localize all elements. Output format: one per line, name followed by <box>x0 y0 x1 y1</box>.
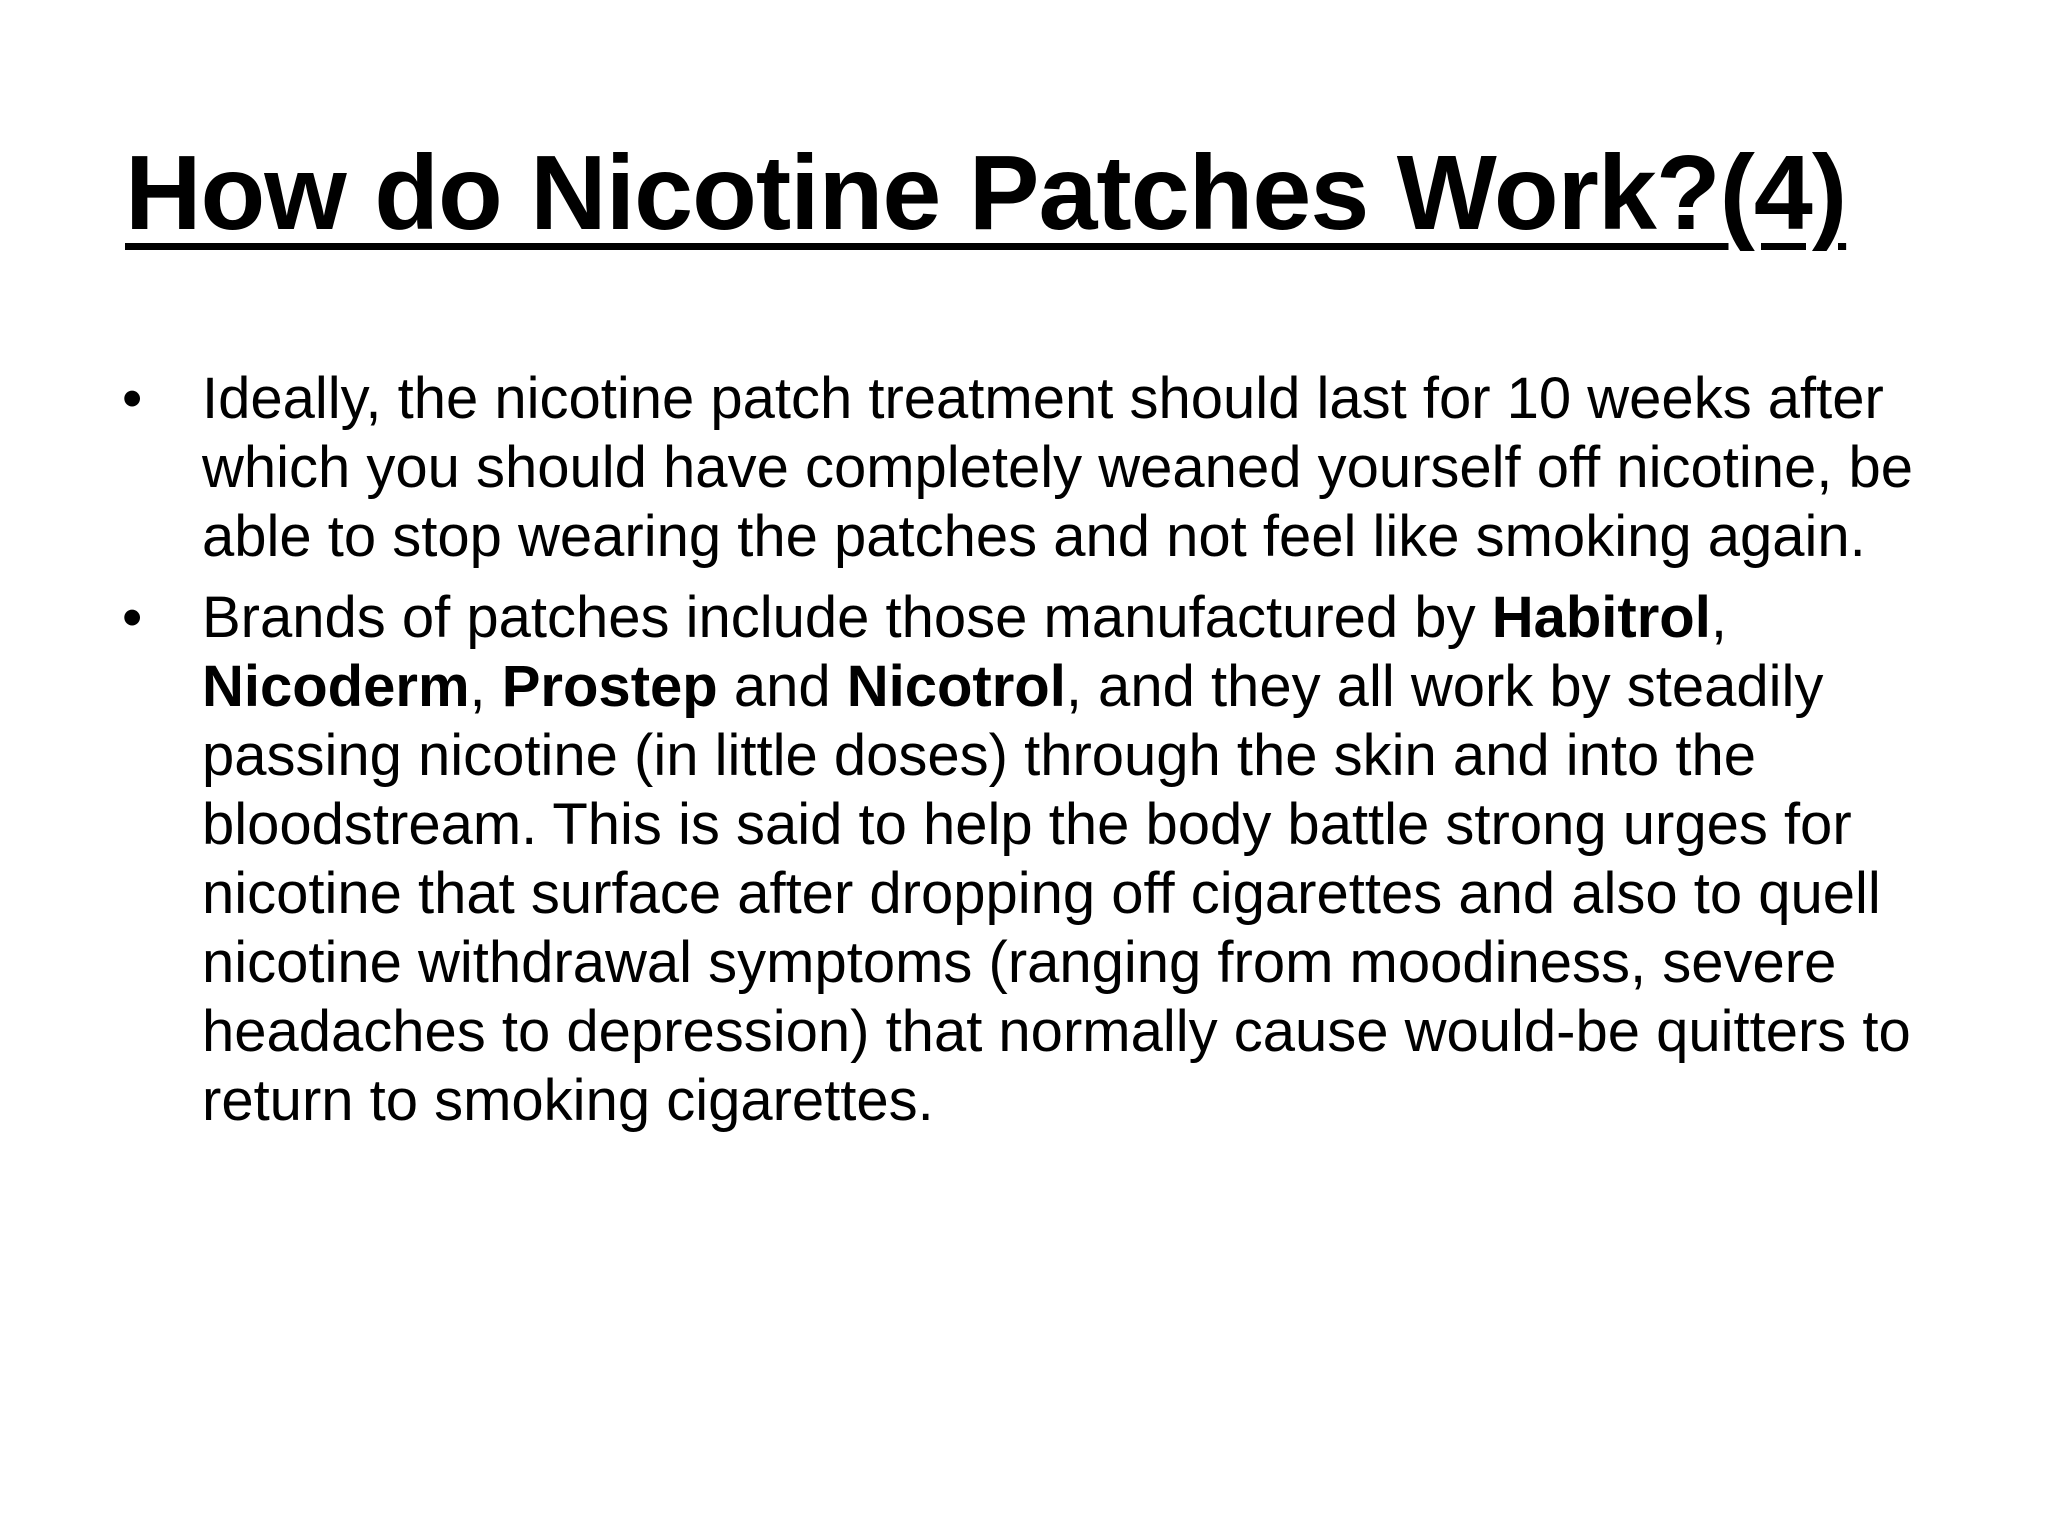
bullet-icon: • <box>122 585 143 650</box>
text-segment: and <box>717 654 847 719</box>
bullet-icon: • <box>122 366 143 431</box>
text-segment: Brands of patches include those manufactured by <box>202 585 1492 650</box>
bullet-text <box>202 585 1911 1133</box>
text-segment: , <box>469 654 502 719</box>
bullet-list <box>122 364 1922 1147</box>
slide-title: How do Nicotine Patches Work?(4) <box>125 134 1847 252</box>
brand-nicoderm: Nicoderm <box>202 654 470 719</box>
text-segment: , <box>1710 585 1727 650</box>
bullet-text <box>202 366 1913 569</box>
brand-nicotrol: Nicotrol <box>846 654 1066 719</box>
brand-habitrol: Habitrol <box>1491 585 1711 650</box>
bullet-item-2 <box>122 583 1922 1135</box>
text-segment: , and they all work by steadily passing nicotine (in little doses) through the skin and into the bloodstream. This is said to help the body battle strong urges for nicotine that surface after dropping off cigarettes and also to quell nicotine withdrawal symptoms (ranging from moodiness, severe headaches to depression) that normally cause would-be quitters to return to smoking cigarettes. <box>202 654 1911 1133</box>
text-segment: Ideally, the nicotine patch treatment should last for 10 weeks after which you should have completely weaned yourself off nicotine, be able to stop wearing the patches and not feel like smoking again. <box>202 366 1913 569</box>
brand-prostep: Prostep <box>501 654 718 719</box>
bullet-item-1 <box>122 364 1922 571</box>
